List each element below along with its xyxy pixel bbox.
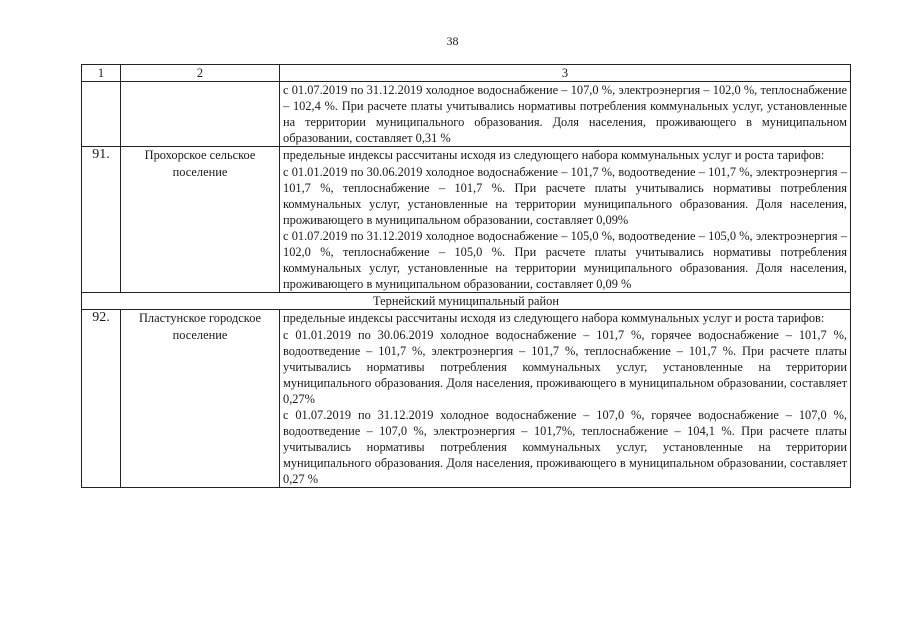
tariff-period-1-paragraph: с 01.01.2019 по 30.06.2019 холодное водоснабжение – 101,7 %, водоотведение – 101,7 %, электроэнергия – 101,7 %, теплоснабжение – 101,7 %. При расчете платы учитывались нормативы потребления коммунальных услуг, установленные на территории муниципального образования. Доля населения, проживающего в муниципальном образовании, составляет 0,09% (283, 164, 847, 227)
tariff-period-1-paragraph: с 01.01.2019 по 30.06.2019 холодное водоснабжение – 101,7 %, горячее водоснабжение – 101,7 %, водоотведение – 101,7 %, электроэнергия – 101,7 %, теплоснабжение – 101,7 %. При расчете платы учитывались нормативы потребления коммунальных услуг, установленные на территории муниципального образования. Доля населения, проживающего в муниципальном образовании, составляет 0,27% (283, 327, 847, 406)
table-row-91 (82, 147, 851, 293)
column-header-name: 2 (121, 65, 280, 82)
page-number: 38 (446, 34, 459, 48)
tariff-table (81, 64, 851, 488)
column-header-number: 1 (82, 65, 121, 82)
tariff-intro-paragraph: предельные индексы рассчитаны исходя из следующего набора коммунальных услуг и роста тарифов: (283, 148, 825, 163)
table-header-row (82, 65, 851, 82)
tariff-paragraph: с 01.07.2019 по 31.12.2019 холодное водоснабжение – 107,0 %, электроэнергия – 102,0 %, теплоснабжение – 102,4 %. При расчете платы учитывались нормативы потребления коммунальных услуг, установленные на территории муниципального образования. Доля населения, проживающего в муниципальном образовании, составляет 0,31 % (283, 83, 847, 146)
row-number-cell (82, 82, 121, 147)
tariff-intro-paragraph: предельные индексы рассчитаны исходя из следующего набора коммунальных услуг и роста тарифов: (283, 311, 825, 326)
municipality-name-cell: Пластунское городское поселение (121, 310, 280, 488)
row-number-cell: 92. (82, 310, 121, 488)
tariff-description-cell (280, 310, 851, 488)
municipality-name-cell: Прохорское сельское поселение (121, 147, 280, 293)
municipality-name-cell (121, 82, 280, 147)
district-heading: Тернейский муниципальный район (82, 293, 851, 310)
tariff-description-cell (280, 147, 851, 293)
tariff-period-2-paragraph: с 01.07.2019 по 31.12.2019 холодное водоснабжение – 107,0 %, горячее водоснабжение – 107,0 %, водоотведение – 107,0 %, электроэнергия – 101,7%, теплоснабжение – 104,1 %. При расчете платы учитывались нормативы потребления коммунальных услуг, установленные на территории муниципального образования. Доля населения, проживающего в муниципальном образовании, составляет 0,27 % (283, 407, 847, 487)
row-number-cell: 91. (82, 147, 121, 293)
district-row (82, 293, 851, 310)
table-row-92 (82, 310, 851, 488)
tariff-period-2-paragraph: с 01.07.2019 по 31.12.2019 холодное водоснабжение – 105,0 %, водоотведение – 105,0 %, электроэнергия – 102,0 %, теплоснабжение – 105,0 %. При расчете платы учитывались нормативы потребления коммунальных услуг, установленные на территории муниципального образования. Доля населения, проживающего в муниципальном образовании, составляет 0,09 % (283, 228, 847, 292)
table-row-continuation (82, 82, 851, 147)
tariff-description-cell (280, 82, 851, 147)
column-header-description: 3 (280, 65, 851, 82)
